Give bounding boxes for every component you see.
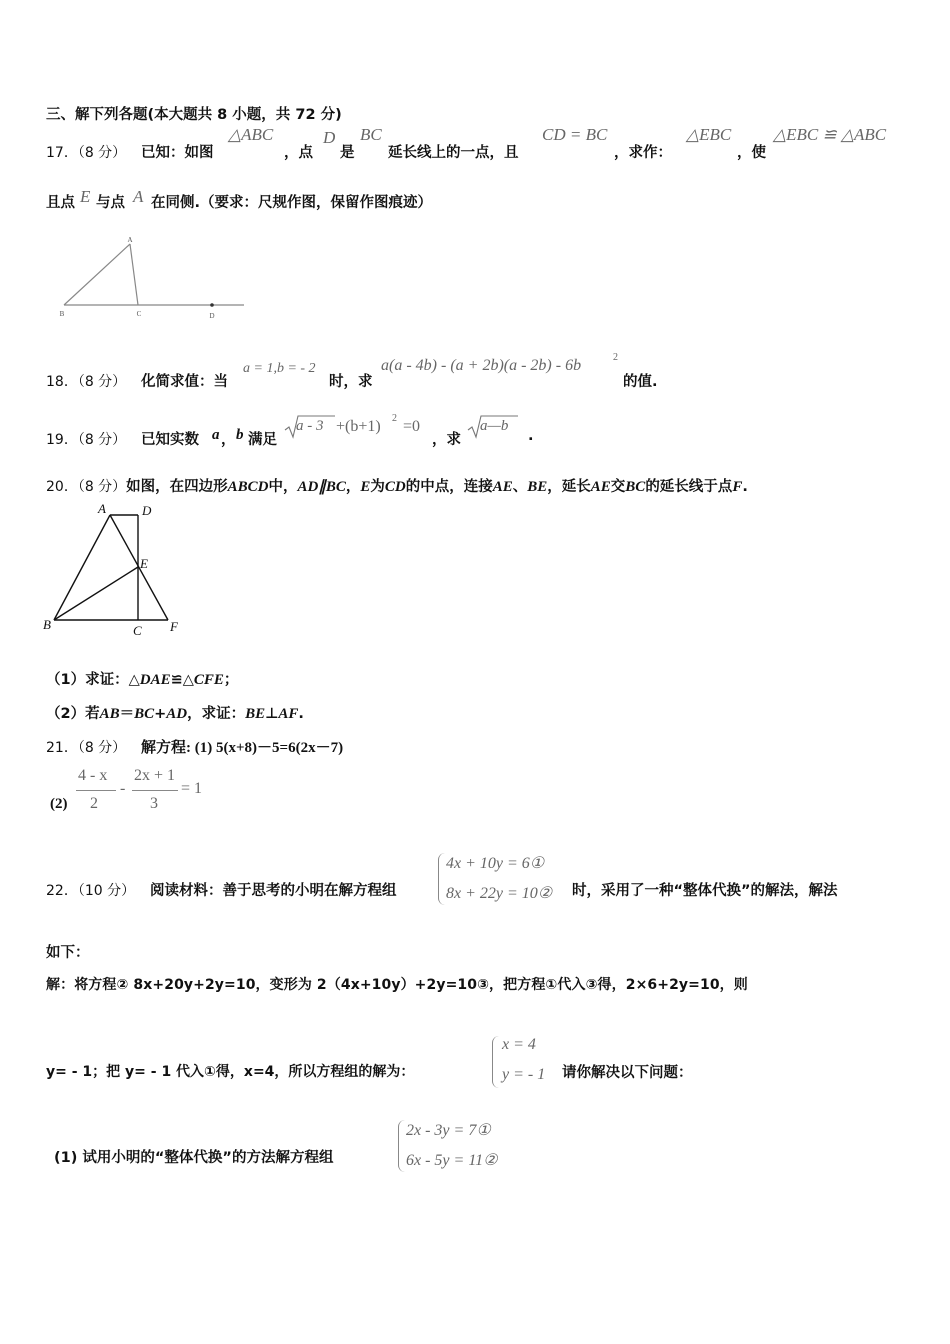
- q19-separator: ，: [221, 432, 236, 448]
- q17-text-2: ，点: [284, 145, 313, 161]
- q19-number: 19．（8 分）: [46, 432, 127, 448]
- q20-be: BE: [527, 479, 548, 495]
- q22-equation-2: 8x + 22y = 10②: [446, 885, 553, 902]
- q17-line2-c: 在同侧.（要求：尺规作图，保留作图痕迹）: [151, 195, 433, 211]
- q19-text-4: .: [528, 428, 534, 444]
- q20-p2-ad: AD: [166, 706, 188, 722]
- q20-f: F: [732, 479, 743, 495]
- q20-text-8: 交: [610, 479, 626, 495]
- q17-text-6: ，使: [737, 145, 766, 161]
- q20-bc: BC: [625, 479, 646, 495]
- q19-math-square: +(b+1): [336, 418, 381, 435]
- q20-label-d: D: [142, 503, 152, 518]
- q20-statement: [46, 475, 748, 496]
- q22-text-1: 阅读材料：善于思考的小明在解方程组: [150, 883, 397, 899]
- q20-p1-e: ；: [223, 672, 239, 688]
- q20-p2-bc: BC: [134, 706, 155, 722]
- q19-text-2: 满足: [248, 432, 277, 448]
- q20-label-f: F: [170, 619, 178, 634]
- q17-text-1: 已知：如图: [141, 145, 214, 161]
- q18-text-3: 的值.: [623, 374, 658, 390]
- section-title: 三、解下列各题(本大题共 8 小题，共 72 分): [46, 107, 342, 123]
- q22-part1-equation-2: 6x - 5y = 11②: [406, 1152, 498, 1169]
- q20-label-b: B: [43, 617, 51, 632]
- q20-ae-2: AE: [590, 479, 611, 495]
- q18-number: 18．（8 分）: [46, 374, 127, 390]
- q17-number: 17．（8 分）: [46, 145, 127, 161]
- q22-number: 22．（10 分）: [46, 883, 136, 899]
- q18-math-expression: a(a - 4b) - (a + 2b)(a - 2b) - 6b: [381, 357, 582, 374]
- q17-math-d: D: [323, 128, 336, 147]
- q19-radicand-2: a—b: [480, 418, 509, 434]
- q21-minus: -: [120, 780, 126, 797]
- q17-text-3: 是: [340, 145, 355, 161]
- q20-label-c: C: [133, 623, 142, 638]
- q20-text-1: 如图，在四边形: [126, 479, 228, 495]
- q19-math-superscript: 2: [392, 413, 397, 424]
- q20-quadrilateral-figure: [40, 500, 190, 642]
- q22-solution-x: x = 4: [502, 1036, 536, 1053]
- q22-system-brace: [438, 853, 445, 905]
- q18-math-values: a = 1,b = - 2: [243, 361, 316, 376]
- q17-math-cd-bc: CD = BC: [542, 125, 608, 144]
- q20-text-2: 中，: [268, 479, 298, 495]
- q17-triangle-figure: [50, 232, 250, 324]
- q20-text-3: ，: [345, 479, 361, 495]
- q20-p2-ab: AB: [99, 706, 120, 722]
- q17-math-bc: BC: [360, 125, 382, 144]
- q17-math-a: A: [133, 187, 144, 206]
- q17-math-abc: △ABC: [228, 125, 274, 144]
- q20-abcd: ABCD: [227, 479, 269, 495]
- q20-p2-a: （2）若: [46, 706, 100, 722]
- q22-part1-equation-1: 2x - 3y = 7①: [406, 1122, 491, 1139]
- q20-p2-k: .: [298, 706, 304, 722]
- q22-text-6: 请你解决以下问题：: [562, 1065, 693, 1081]
- q19-math-equals: =0: [403, 418, 421, 435]
- q20-label-e: E: [140, 556, 148, 571]
- q20-p1-a: （1）求证：△: [46, 672, 140, 688]
- q22-equation-1: 4x + 10y = 6①: [446, 855, 545, 872]
- q20-part-2: [46, 702, 304, 723]
- q17-label-a: A: [127, 236, 133, 244]
- q20-p1-dae: DAE: [139, 672, 171, 688]
- q20-p2-perp: ⊥: [265, 706, 279, 722]
- q22-part-1: (1) 试用小明的“整体代换”的方法解方程组: [54, 1150, 334, 1166]
- q20-p2-be: BE: [245, 706, 266, 722]
- q19-radicand-1: a - 3: [296, 418, 324, 434]
- q18-math-superscript: 2: [613, 352, 618, 363]
- q20-e: E: [360, 479, 371, 495]
- q19-var-b: b: [236, 427, 244, 443]
- q17-line2-b: 与点: [96, 195, 125, 211]
- q17-label-b: B: [59, 310, 65, 318]
- q21-number: 21．（8 分）: [46, 740, 127, 756]
- q18-text-1: 化简求值：当: [141, 374, 228, 390]
- q17-text-4: 延长线上的一点，且: [388, 145, 519, 161]
- q20-number: 20．（8 分）: [46, 479, 127, 495]
- q20-cd: CD: [384, 479, 406, 495]
- q17-math-ebc: △EBC: [686, 125, 732, 144]
- q22-text-3: 如下：: [46, 945, 90, 961]
- q20-text-7: ，延长: [547, 479, 591, 495]
- q19-text-3: ，求: [432, 432, 461, 448]
- q22-solution-y: y = - 1: [502, 1066, 546, 1083]
- q20-text-4: 为: [370, 479, 385, 495]
- q21-part-2-label: (2): [50, 796, 68, 812]
- q21-frac1-denominator: 2: [90, 795, 98, 812]
- q20-p2-eq: ＝: [119, 706, 135, 722]
- q22-text-2: 时，采用了一种“整体代换”的解法，解法: [572, 883, 838, 899]
- q20-p2-plus: +: [154, 706, 167, 722]
- q17-label-c: C: [136, 310, 142, 318]
- q20-text-6: 、: [512, 479, 528, 495]
- q21-frac2-bar: [132, 790, 178, 791]
- q17-line2-a: 且点: [46, 195, 75, 211]
- q20-p2-af: AF: [278, 706, 299, 722]
- q18-text-2: 时，求: [329, 374, 373, 390]
- q20-text-9: 的延长线于点: [645, 479, 733, 495]
- q21-frac2-denominator: 3: [150, 795, 158, 812]
- q20-text-10: .: [742, 479, 748, 495]
- q21-frac2-numerator: 2x + 1: [134, 767, 176, 784]
- q22-part1-brace: [398, 1120, 405, 1172]
- q21-text-1: 解方程: (1) 5(x+8)－5=6(2x－7): [141, 740, 344, 756]
- q22-solution-line-1: 解：将方程② 8x+20y+2y=10，变形为 2（4x+10y）+2y=10③，把方程①代入③得，2×6+2y=10，则: [46, 977, 748, 993]
- q19-var-a: a: [212, 427, 220, 443]
- q20-p1-c: ≌△: [170, 672, 194, 688]
- q17-math-congruent: △EBC ≌ △ABC: [773, 125, 887, 144]
- q20-p2-g: ，求证：: [187, 706, 246, 722]
- q20-text-5: 的中点，连接: [405, 479, 493, 495]
- q20-ad-parallel-bc: AD∥BC: [297, 479, 346, 495]
- q22-solution-brace: [492, 1036, 499, 1088]
- q17-math-e: E: [80, 187, 91, 206]
- q21-rhs: = 1: [181, 780, 203, 797]
- q17-text-5: ，求作：: [614, 145, 672, 161]
- q20-p1-cfe: CFE: [193, 672, 224, 688]
- q20-part-1: [46, 668, 238, 689]
- q17-label-d: D: [209, 312, 215, 320]
- q21-frac1-numerator: 4 - x: [78, 767, 108, 784]
- q19-text-1: 已知实数: [141, 432, 199, 448]
- q22-solution-line-2: y= - 1；把 y= - 1 代入①得，x=4，所以方程组的解为：: [46, 1064, 415, 1080]
- q21-frac1-bar: [76, 790, 116, 791]
- q20-label-a: A: [98, 501, 106, 516]
- q20-ae: AE: [492, 479, 513, 495]
